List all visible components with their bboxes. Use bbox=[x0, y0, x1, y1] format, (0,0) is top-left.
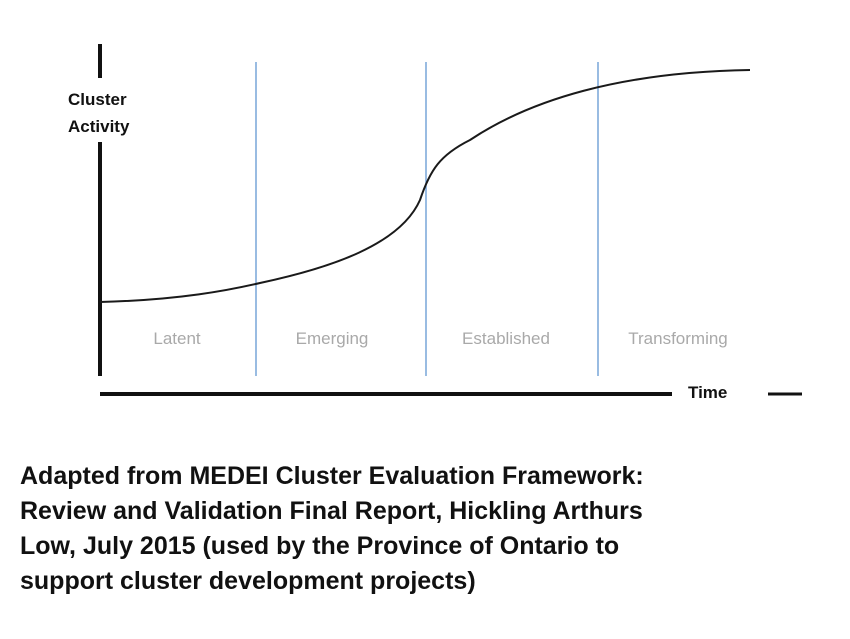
y-axis-label-line-1: Cluster bbox=[68, 90, 127, 109]
y-axis-label-line-2: Activity bbox=[68, 117, 130, 136]
phase-label-emerging: Emerging bbox=[295, 329, 369, 348]
x-axis-label: Time bbox=[688, 383, 728, 402]
phase-label-established: Established bbox=[462, 329, 550, 348]
caption-line-3: Low, July 2015 (used by the Province of Ontario to bbox=[20, 532, 620, 560]
y-axis-label bbox=[68, 86, 129, 140]
cluster-activity-curve bbox=[100, 70, 750, 302]
caption-line-1: Adapted from MEDEI Cluster Evaluation Framework: bbox=[20, 462, 644, 490]
caption-line-2: Review and Validation Final Report, Hickling Arthurs bbox=[20, 497, 643, 525]
caption-line-4: support cluster development projects) bbox=[20, 567, 476, 595]
phase-label-transforming: Transforming bbox=[628, 329, 728, 348]
phase-label-latent: Latent bbox=[153, 329, 201, 348]
source-caption bbox=[20, 459, 840, 599]
